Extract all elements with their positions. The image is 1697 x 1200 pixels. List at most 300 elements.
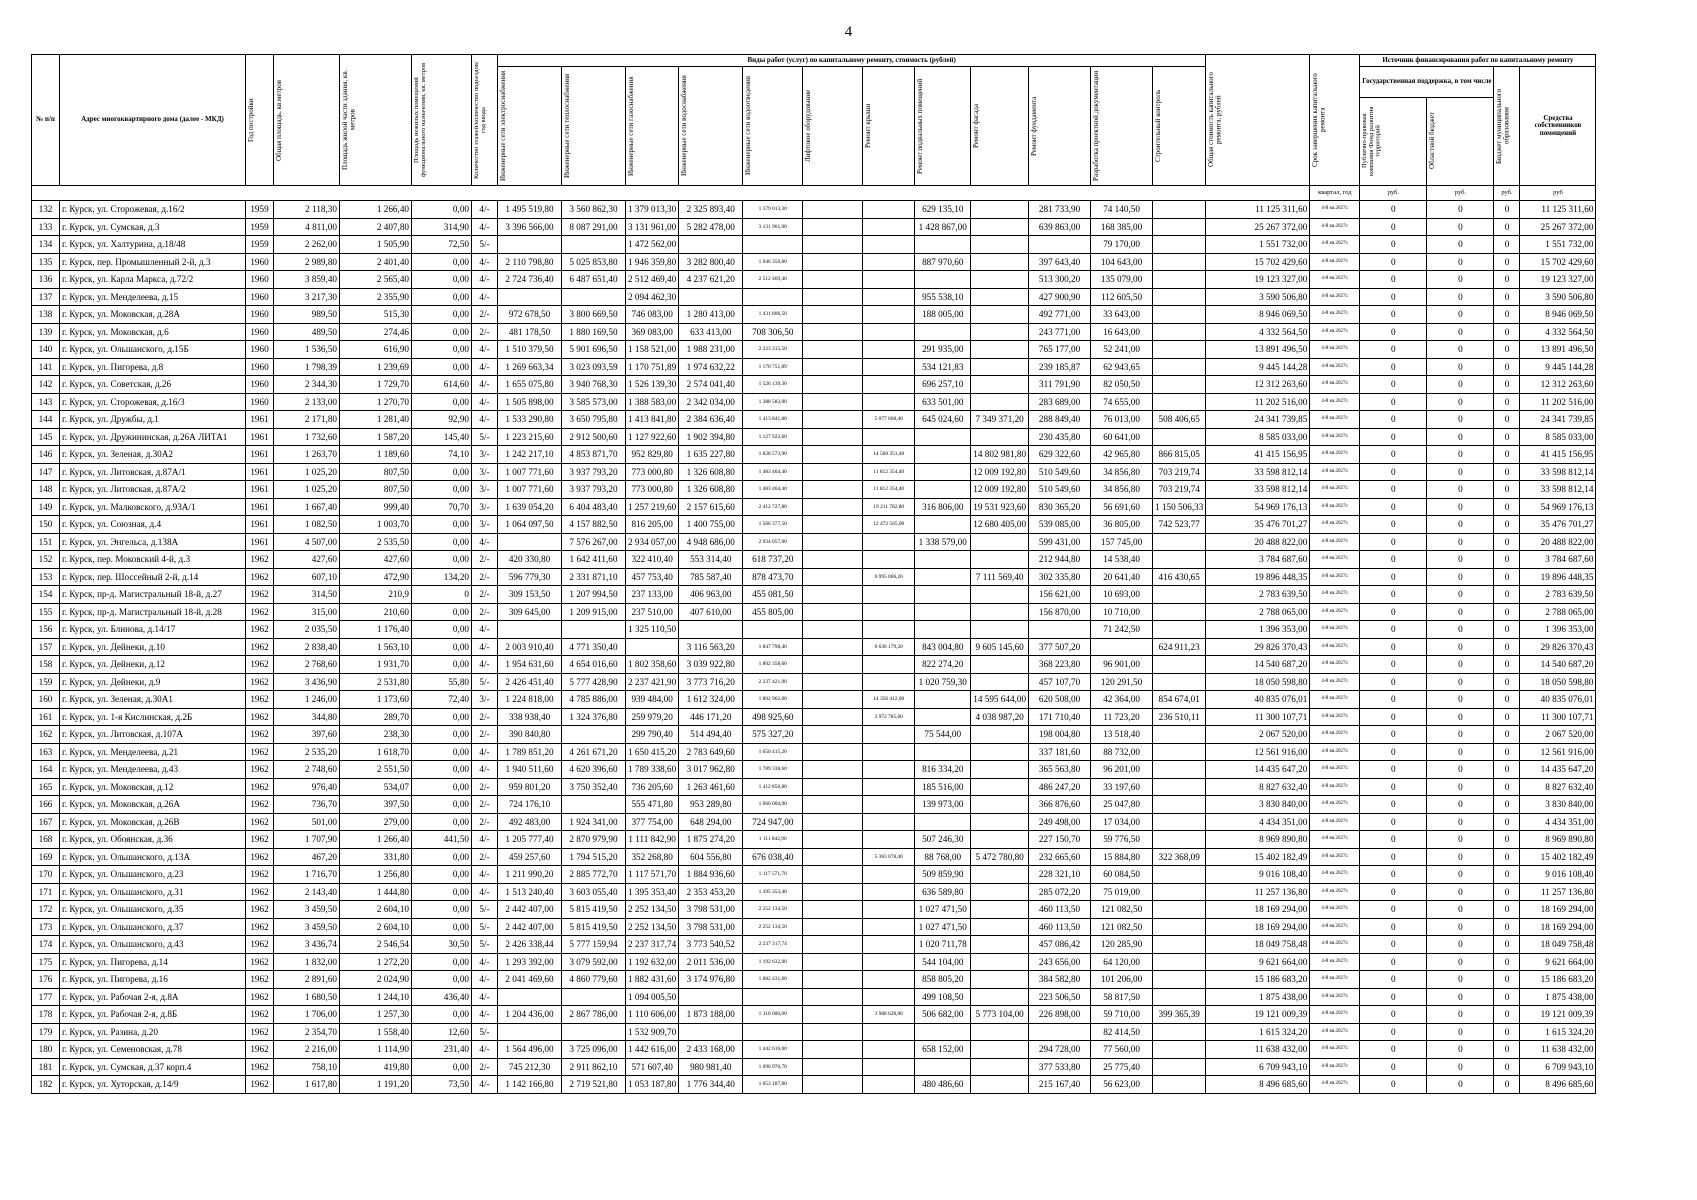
table-cell: 1962 [246, 568, 274, 586]
table-cell: 2/- [472, 726, 498, 744]
table-cell: 198 004,80 [1029, 726, 1091, 744]
table-cell: 5 777 159,94 [562, 936, 626, 954]
table-cell: 155 [32, 603, 60, 621]
table-cell: 4-й кв.2027г. [1310, 253, 1360, 271]
table-row [32, 971, 1596, 989]
table-cell [1153, 306, 1206, 324]
table-cell [863, 831, 915, 849]
table-cell: 2 867 786,00 [562, 1006, 626, 1024]
table-cell: 76 013,00 [1091, 411, 1153, 429]
table-cell [971, 1041, 1029, 1059]
table-cell [971, 603, 1029, 621]
table-row [32, 761, 1596, 779]
table-cell [803, 376, 863, 394]
table-cell: 40 835 076,01 [1520, 691, 1596, 709]
table-row [32, 236, 1596, 254]
table-cell: 0 [1427, 988, 1494, 1006]
table-cell: 0 [1494, 446, 1520, 464]
table-cell [1153, 1058, 1206, 1076]
table-cell [1091, 638, 1153, 656]
table-cell [971, 236, 1029, 254]
table-cell: 4/- [472, 638, 498, 656]
table-cell: 19 123 327,00 [1520, 271, 1596, 289]
table-cell: 8 087 291,00 [562, 218, 626, 236]
table-cell: 2 604,10 [340, 901, 412, 919]
table-cell: 0 [1427, 218, 1494, 236]
table-cell: 314,90 [412, 218, 472, 236]
table-cell: 0 [1360, 673, 1427, 691]
table-cell: 4 654 016,60 [562, 656, 626, 674]
table-cell: 177 [32, 988, 60, 1006]
table-cell: 3 750 352,40 [562, 778, 626, 796]
table-cell [1153, 218, 1206, 236]
table-cell [498, 1023, 562, 1041]
table-cell: 696 257,10 [915, 376, 971, 394]
table-cell: 0 [1427, 971, 1494, 989]
table-cell: 25 047,80 [1091, 796, 1153, 814]
table-cell: 16 643,00 [1091, 323, 1153, 341]
table-cell: 858 805,20 [915, 971, 971, 989]
table-cell: 1960 [246, 253, 274, 271]
table-cell: 1 246,00 [274, 691, 340, 709]
table-cell: 0 [1494, 988, 1520, 1006]
table-cell [498, 236, 562, 254]
table-cell: 3 585 573,00 [562, 393, 626, 411]
table-cell: 3 459,50 [274, 918, 340, 936]
table-row [32, 1006, 1596, 1024]
table-cell: 2 783 649,60 [679, 743, 743, 761]
table-cell: 0 [1494, 621, 1520, 639]
table-cell: 150 [32, 516, 60, 534]
table-cell [915, 446, 971, 464]
table-cell: 4-й кв.2027г. [1310, 603, 1360, 621]
table-cell: 1960 [246, 288, 274, 306]
table-cell [863, 271, 915, 289]
table-cell: 54 969 176,13 [1206, 498, 1310, 516]
table-cell: г. Курск, ул. Литовская, д.87А/1 [60, 463, 246, 481]
table-cell: 160 [32, 691, 60, 709]
table-cell: 3 436,74 [274, 936, 340, 954]
table-cell: 0,00 [412, 726, 472, 744]
table-cell [863, 901, 915, 919]
table-cell: 237 133,00 [626, 586, 679, 604]
table-cell [562, 236, 626, 254]
table-cell: 188 005,00 [915, 306, 971, 324]
table-cell [915, 271, 971, 289]
table-cell: 369 083,00 [626, 323, 679, 341]
table-cell: 816 205,00 [626, 516, 679, 534]
table-cell [863, 813, 915, 831]
table-cell: г. Курск, ул. 1-я Кислинская, д.2Б [60, 708, 246, 726]
table-cell: 1 798,39 [274, 358, 340, 376]
table-cell: 1960 [246, 323, 274, 341]
table-cell: 3 039 922,80 [679, 656, 743, 674]
table-cell: 72,50 [412, 236, 472, 254]
table-cell: 18 169 294,00 [1520, 901, 1596, 919]
table-cell: 12 009 192,80 [971, 463, 1029, 481]
table-cell: 2 891,60 [274, 971, 340, 989]
table-cell: 1960 [246, 376, 274, 394]
table-cell [1153, 1076, 1206, 1094]
table-cell: 3 017 962,80 [679, 761, 743, 779]
table-cell: 1 053 187,80 [626, 1076, 679, 1094]
table-cell: 12 312 263,60 [1520, 376, 1596, 394]
table-cell: 2 171,80 [274, 411, 340, 429]
table-cell: 0 [1494, 708, 1520, 726]
table-cell: 0 [1360, 1006, 1427, 1024]
table-cell: 446 171,20 [679, 708, 743, 726]
table-cell [1153, 883, 1206, 901]
table-cell: 3/- [472, 516, 498, 534]
table-cell: 0 [1427, 1058, 1494, 1076]
table-cell [863, 323, 915, 341]
table-cell [743, 288, 803, 306]
table-cell: 181 [32, 1058, 60, 1076]
table-cell: 33 598 812,14 [1520, 481, 1596, 499]
table-cell: 1962 [246, 866, 274, 884]
table-cell [971, 393, 1029, 411]
table-cell: 2/- [472, 813, 498, 831]
table-cell: 4-й кв.2027г. [1310, 446, 1360, 464]
table-cell: 3 590 506,80 [1520, 288, 1596, 306]
table-cell: 1962 [246, 621, 274, 639]
table-cell: 2 041 469,60 [498, 971, 562, 989]
table-cell: 1 170 751,89 [626, 358, 679, 376]
table-cell: 14 435 647,20 [1520, 761, 1596, 779]
table-cell: 2 354,70 [274, 1023, 340, 1041]
table-cell: 0 [1360, 691, 1427, 709]
table-cell: 41 415 156,95 [1520, 446, 1596, 464]
table-cell: 19 123 327,00 [1206, 271, 1310, 289]
table-cell: 807,50 [340, 463, 412, 481]
table-cell: 4 948 686,00 [679, 533, 743, 551]
table-cell: 1 428 867,00 [915, 218, 971, 236]
table-cell: 2 237 317,74 [626, 936, 679, 954]
table-cell: 481 178,50 [498, 323, 562, 341]
table-cell: г. Курск, ул. Дейнеки, д.10 [60, 638, 246, 656]
table-cell: 1 170 751,89 [743, 358, 803, 376]
table-cell [498, 288, 562, 306]
table-cell: 0 [1494, 761, 1520, 779]
table-cell [863, 726, 915, 744]
table-cell [743, 621, 803, 639]
table-cell: 1961 [246, 428, 274, 446]
table-cell: 0 [1427, 866, 1494, 884]
table-cell: 4-й кв.2027г. [1310, 376, 1360, 394]
table-cell: 4/- [472, 988, 498, 1006]
table-cell: г. Курск, ул. Менделеева, д.15 [60, 288, 246, 306]
table-cell: 144 [32, 411, 60, 429]
table-cell: 0 [1427, 953, 1494, 971]
table-cell [971, 883, 1029, 901]
table-cell: 0 [1494, 603, 1520, 621]
table-cell: г. Курск, ул. Дейнеки, д.12 [60, 656, 246, 674]
table-cell: 302 335,80 [1029, 568, 1091, 586]
table-cell: 2/- [472, 796, 498, 814]
table-cell [1153, 271, 1206, 289]
table-cell: 420 330,80 [498, 551, 562, 569]
table-cell: 141 [32, 358, 60, 376]
table-cell: 0 [1494, 743, 1520, 761]
table-cell: 153 [32, 568, 60, 586]
table-cell [803, 586, 863, 604]
table-cell [971, 551, 1029, 569]
table-cell: 0 [1360, 236, 1427, 254]
table-cell: 289,70 [340, 708, 412, 726]
table-cell: 0,00 [412, 866, 472, 884]
table-cell: 0 [1427, 638, 1494, 656]
table-cell [971, 201, 1029, 219]
table-cell: 2 934 057,00 [743, 533, 803, 551]
table-cell: 4/- [472, 201, 498, 219]
table-cell: 1 242 217,10 [498, 446, 562, 464]
table-cell: 2 724 736,40 [498, 271, 562, 289]
table-cell: 2/- [472, 306, 498, 324]
table-cell: 1 716,70 [274, 866, 340, 884]
table-cell: 607,10 [274, 568, 340, 586]
table-cell: 14 802 981,80 [971, 446, 1029, 464]
table-cell [971, 988, 1029, 1006]
table-cell: 0 [1360, 568, 1427, 586]
table-cell: 4/- [472, 1006, 498, 1024]
table-row [32, 813, 1596, 831]
table-cell: 510 549,60 [1029, 463, 1091, 481]
table-cell: 4 853 871,70 [562, 446, 626, 464]
table-cell [803, 236, 863, 254]
table-cell: 322 410,40 [626, 551, 679, 569]
table-cell [863, 393, 915, 411]
table-cell: 1962 [246, 778, 274, 796]
table-cell [971, 376, 1029, 394]
table-cell: 0 [1494, 673, 1520, 691]
table-cell: 959 801,20 [498, 778, 562, 796]
table-cell: 1960 [246, 358, 274, 376]
table-cell [803, 568, 863, 586]
table-cell [863, 428, 915, 446]
table-cell: 182 [32, 1076, 60, 1094]
table-cell: г. Курск, ул. Моковская, д.26А [60, 796, 246, 814]
table-cell: 816 334,20 [915, 761, 971, 779]
table-cell: 2 262,00 [274, 236, 340, 254]
table-cell: 0 [1494, 288, 1520, 306]
table-cell: 614,60 [412, 376, 472, 394]
table-cell: 96 901,00 [1091, 656, 1153, 674]
table-cell: 1 266,40 [340, 831, 412, 849]
table-cell: 15 186 683,20 [1520, 971, 1596, 989]
table-row [32, 568, 1596, 586]
table-cell [743, 988, 803, 1006]
table-cell: 0 [1427, 376, 1494, 394]
table-cell: 1 127 922,60 [743, 428, 803, 446]
table-cell: 708 306,50 [743, 323, 803, 341]
table-cell [915, 428, 971, 446]
header-public-area: Площадь нежилых помещений функционального назначения, кв. метров [413, 62, 427, 178]
table-cell: 15 402 182,49 [1206, 848, 1310, 866]
table-row [32, 253, 1596, 271]
table-cell: 0 [1494, 306, 1520, 324]
table-cell: 33 643,00 [1091, 306, 1153, 324]
table-cell: 0 [1427, 743, 1494, 761]
table-cell: 42 364,00 [1091, 691, 1153, 709]
table-cell: 3 937 793,20 [562, 481, 626, 499]
table-cell: 92,90 [412, 411, 472, 429]
table-cell: 5/- [472, 936, 498, 954]
table-cell: 377 507,20 [1029, 638, 1091, 656]
table-cell [803, 901, 863, 919]
table-cell: 980 981,40 [679, 1058, 743, 1076]
table-cell [1153, 743, 1206, 761]
table-cell: 228 321,10 [1029, 866, 1091, 884]
table-row [32, 463, 1596, 481]
table-cell: 0,00 [412, 323, 472, 341]
table-cell: 0 [1427, 358, 1494, 376]
table-row [32, 393, 1596, 411]
table-cell [803, 218, 863, 236]
table-cell: 14 540 687,20 [1206, 656, 1310, 674]
table-cell [915, 551, 971, 569]
table-cell: 75 544,00 [915, 726, 971, 744]
table-cell [915, 481, 971, 499]
table-cell: 152 [32, 551, 60, 569]
table-cell: 1 513 240,40 [498, 883, 562, 901]
table-cell: 1 176,40 [340, 621, 412, 639]
table-cell: 3 650 795,80 [562, 411, 626, 429]
table-cell: 3 131 961,00 [743, 218, 803, 236]
table-cell: 1 615 324,20 [1206, 1023, 1310, 1041]
table-row [32, 586, 1596, 604]
table-cell: 636 589,80 [915, 883, 971, 901]
table-cell [803, 936, 863, 954]
table-cell [1153, 236, 1206, 254]
table-cell: 1 875 274,20 [679, 831, 743, 849]
table-cell: 171 710,40 [1029, 708, 1091, 726]
table-cell: 539 085,00 [1029, 516, 1091, 534]
table-cell: 15 884,80 [1091, 848, 1153, 866]
table-cell: 1 396 353,00 [1520, 621, 1596, 639]
table-cell: 5/- [472, 1023, 498, 1041]
table-cell: 2/- [472, 708, 498, 726]
table-cell: г. Курск, ул. Ольшанского, д.31 [60, 883, 246, 901]
table-cell: 4-й кв.2027г. [1310, 1076, 1360, 1094]
table-cell: 2 237 421,90 [743, 673, 803, 691]
table-cell [863, 1076, 915, 1094]
table-cell: 2 911 862,10 [562, 1058, 626, 1076]
table-cell: 2 011 536,00 [679, 953, 743, 971]
table-cell: 0 [1360, 813, 1427, 831]
table-cell: 0 [1360, 533, 1427, 551]
table-cell: 0 [1360, 901, 1427, 919]
table-cell: 2 223 315,50 [743, 341, 803, 359]
table-cell: 4-й кв.2027г. [1310, 936, 1360, 954]
table-cell: 9 605 145,60 [971, 638, 1029, 656]
table-cell: 0 [1427, 568, 1494, 586]
table-cell: 0 [1427, 848, 1494, 866]
table-cell: 145 [32, 428, 60, 446]
table-cell: 5 025 853,80 [562, 253, 626, 271]
table-cell: 19 121 009,39 [1206, 1006, 1310, 1024]
table-cell: 2 788 065,00 [1520, 603, 1596, 621]
table-cell: 2 401,40 [340, 253, 412, 271]
table-cell: 459 257,60 [498, 848, 562, 866]
table-cell: 34 856,80 [1091, 463, 1153, 481]
table-cell: 1 007 771,60 [498, 481, 562, 499]
table-cell: г. Курск, ул. Сторожевая, д.16/2 [60, 201, 246, 219]
table-cell: 156 621,00 [1029, 586, 1091, 604]
table-cell: 1 617,80 [274, 1076, 340, 1094]
table-cell [1153, 761, 1206, 779]
table-cell: 11 257 136,80 [1206, 883, 1310, 901]
table-cell: 436,40 [412, 988, 472, 1006]
table-cell: 486 247,20 [1029, 778, 1091, 796]
table-cell: 0 [1494, 411, 1520, 429]
table-cell: 0 [1360, 446, 1427, 464]
table-cell: 1 158 521,00 [626, 341, 679, 359]
table-cell: 20 641,40 [1091, 568, 1153, 586]
table-cell: 629 135,10 [915, 201, 971, 219]
table-cell [803, 288, 863, 306]
table-cell: 773 000,80 [626, 463, 679, 481]
table-cell: г. Курск, ул. Зеленая, д.30А2 [60, 446, 246, 464]
table-cell: 5/- [472, 673, 498, 691]
table-cell: 120 291,50 [1091, 673, 1153, 691]
table-cell: 0 [1494, 201, 1520, 219]
table-cell [971, 813, 1029, 831]
table-cell: 0 [1427, 201, 1494, 219]
table-body [32, 201, 1596, 1094]
table-cell: 223 506,50 [1029, 988, 1091, 1006]
table-cell: 5/- [472, 236, 498, 254]
table-cell [863, 866, 915, 884]
table-cell: 19 531 923,60 [971, 498, 1029, 516]
header-repair-period: Срок завершения капитального ремонта [1311, 73, 1327, 167]
table-cell: 1 533 290,80 [498, 411, 562, 429]
table-cell: 1961 [246, 411, 274, 429]
table-row [32, 341, 1596, 359]
table-cell: 1 020 759,30 [915, 673, 971, 691]
table-cell: г. Курск, ул. Обоянская, д.36 [60, 831, 246, 849]
table-cell: г. Курск, ул. Советская, д.26 [60, 376, 246, 394]
table-cell: 0,00 [412, 953, 472, 971]
table-cell: 0,00 [412, 621, 472, 639]
table-cell: 534 121,83 [915, 358, 971, 376]
table-cell: 1962 [246, 936, 274, 954]
table-cell [803, 796, 863, 814]
table-cell: 2 604,10 [340, 918, 412, 936]
table-cell: 0,00 [412, 761, 472, 779]
table-cell: 703 219,74 [1153, 481, 1206, 499]
table-cell: 4/- [472, 533, 498, 551]
table-cell: 1959 [246, 236, 274, 254]
table-cell [803, 1041, 863, 1059]
table-cell: 1 655 075,80 [498, 376, 562, 394]
table-cell: 599 431,00 [1029, 533, 1091, 551]
table-cell: 0 [1360, 848, 1427, 866]
table-cell: 322 368,09 [1153, 848, 1206, 866]
table-cell: 1 880 169,50 [562, 323, 626, 341]
table-cell: 0 [1360, 218, 1427, 236]
table-cell: 596 779,30 [498, 568, 562, 586]
table-cell: г. Курск, ул. Ольшанского, д.37 [60, 918, 246, 936]
table-cell: 604 556,80 [679, 848, 743, 866]
table-cell: 215 167,40 [1029, 1076, 1091, 1094]
table-cell: 164 [32, 761, 60, 779]
table-cell: 1960 [246, 271, 274, 289]
table-cell: 174 [32, 936, 60, 954]
table-row [32, 953, 1596, 971]
table-cell: 3 023 093,59 [562, 358, 626, 376]
table-cell: 1 082,50 [274, 516, 340, 534]
table-cell [803, 603, 863, 621]
